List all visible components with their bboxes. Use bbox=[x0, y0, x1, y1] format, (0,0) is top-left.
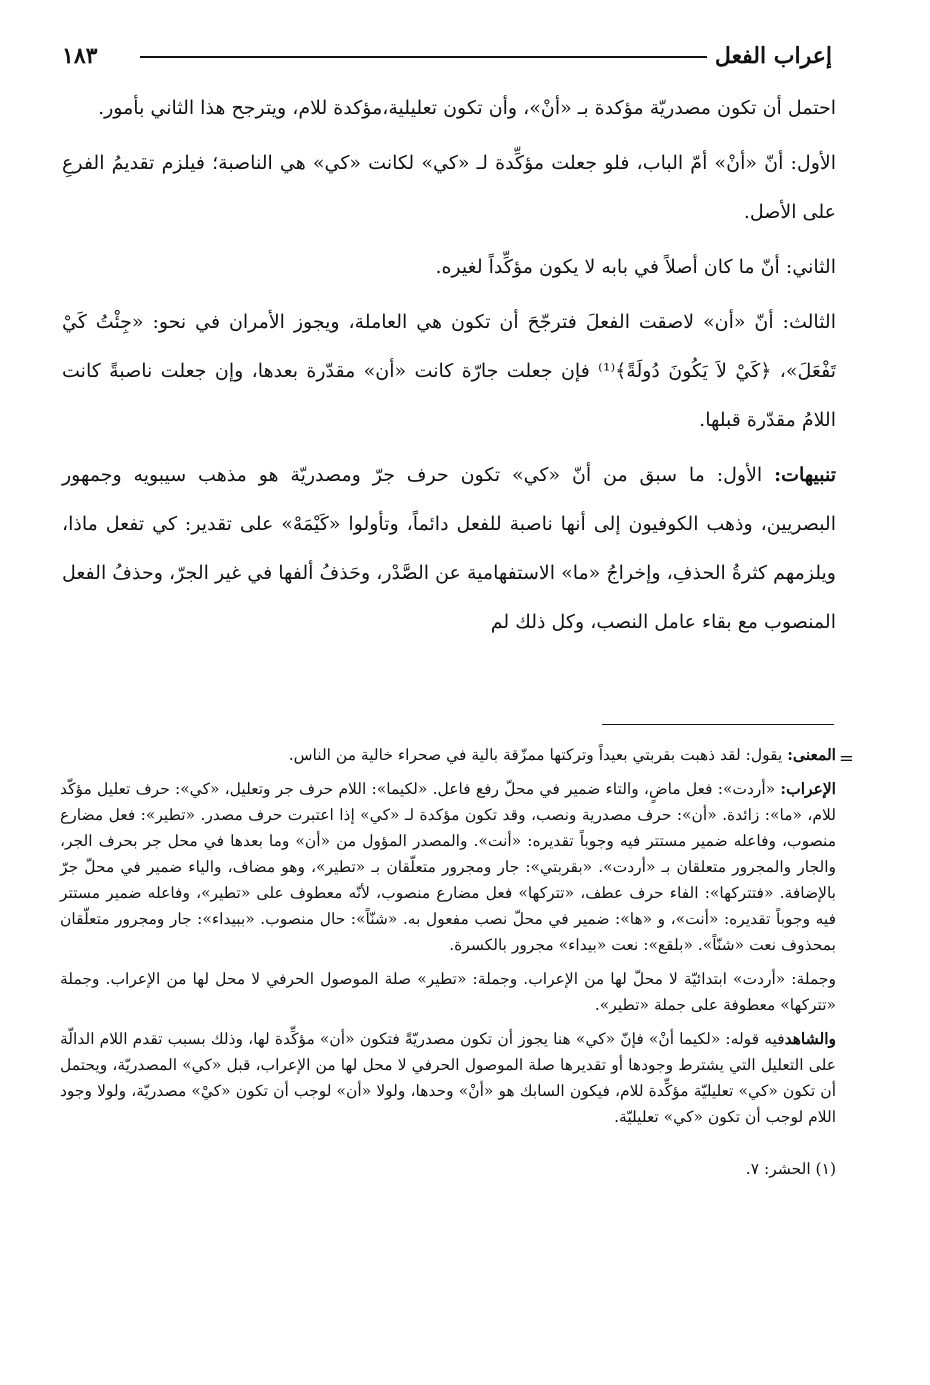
running-title: إعراب الفعل bbox=[707, 36, 832, 76]
irab-label: الإعراب: bbox=[780, 779, 836, 798]
notes-label: تنبيهات: bbox=[774, 464, 836, 486]
irab-text: «أردت»: فعل ماضٍ، والتاء ضمير في محلّ رفع فاعل. «لكيما»: اللام حرف جر وتعليل، «كي»: حرف تعليل مؤكّد للام، «ما»: زائدة. «أن»: حرف مصدرية ونصب، وقد تكون مؤكدة لـ «كي» إذا اعتبرت حرف مصدر. «تطير»: فعل مضارع منصوب، وفاعله ضمير مستتر فيه وجوباً تقديره: «أنت». والمصدر المؤول من «أن» وما بعدها في محل جر بحرف الجر، والجار والمجرور متعلقان بـ «أردت». «بقربتي»: جار ومجرور متعلّقان بـ «تطير»، وهو مضاف، والياء ضمير في محلّ جرّ بالإضافة. «فتتركها»: الفاء حرف عطف، «تتركها» فعل مضارع منصوب، لأنّه معطوف على «تطير»، وفاعله ضمير مستتر فيه وجوباً تقديره: «أنت»، و «ها»: ضمير في محلّ نصب مفعول به. «شنّاً»: حال منصوب. «ببيداء»: جار ومجرور متعلّقان بمحذوف نعت «شنّاً». «بلقع»: نعت «بيداء» مجرور بالكسرة. bbox=[60, 780, 836, 954]
paragraph-notes bbox=[62, 451, 836, 647]
page-number: ١٨٣ bbox=[62, 43, 98, 69]
continuation-mark: = bbox=[838, 748, 854, 769]
paragraph-intro: احتمل أن تكون مصدريّة مؤكدة بـ «أنْ»، وأن تكون تعليلية،مؤكدة للام، ويترجح هذا الثاني بأمور. bbox=[98, 97, 836, 119]
main-text bbox=[62, 84, 836, 653]
footnote-rule bbox=[602, 724, 834, 725]
footnotes bbox=[60, 742, 836, 1190]
shahid-text: فيه قوله: «لكيما أنْ» فإنّ «كي» هنا يجوز أن تكون مصدريّةً فتكون «أن» مؤكِّدة لها، وذلك بسبب تقدم اللام الدالّة على التعليل التي يشترط وجودها أو تقديرها صلة الموصول الحرفي لا محل لها من الإعراب، قبل «كي» المصدريّة، ويحتمل أن تكون «كي» تعليليّة مؤكِّدة للام، فيكون السابك هو «أنْ» وحدها، ولولا «أن» لوجب أن تكون «كيْ» مصدريّة، ولولا وجود اللام لوجب أن تكون «كي» تعليليّة. bbox=[60, 1030, 836, 1126]
note-jumla: وجملة: «أردت» ابتدائيّة لا محلّ لها من الإعراب. وجملة: «تطير» صلة الموصول الحرفي لا محل لها من الإعراب. وجملة «تتركها» معطوفة على جملة «تطير». bbox=[60, 970, 836, 1014]
shahid-label: والشاهد bbox=[784, 1029, 836, 1048]
footnote-1: (١) الحشر: ٧. bbox=[745, 1160, 836, 1178]
note-shahid bbox=[60, 1026, 836, 1130]
paragraph-second-reason: الثاني: أنّ ما كان أصلاً في بابه لا يكون مؤكِّداً لغيره. bbox=[435, 256, 836, 278]
note-irab bbox=[60, 776, 836, 958]
paragraph-first-reason: الأول: أنّ «أنْ» أمّ الباب، فلو جعلت مؤكِّدة لـ «كي» لكانت «كي» هي الناصبة؛ فيلزم تقديمُ الفرعِ على الأصل. bbox=[62, 152, 836, 223]
meaning-label: المعنى: bbox=[787, 745, 836, 764]
meaning-text: يقول: لقد ذهبت بقربتي بعيداً وتركتها ممزّقة بالية في صحراء خالية من الناس. bbox=[288, 746, 788, 764]
page-header bbox=[62, 36, 832, 76]
header-rule bbox=[140, 56, 714, 58]
note-meaning bbox=[60, 742, 836, 768]
paragraph-third-reason: الثالث: أنّ «أن» لاصقت الفعلَ فترجّحَ أن تكون هي العاملة، ويجوز الأمران في نحو: «جِئْتُ كَيْ تَفْعَلَ»، ﴿كَيْ لاَ يَكُونَ دُولَةً﴾⁽¹⁾ فإن جعلت جارّة كانت «أن» مقدّرة بعدها، وإن جعلت ناصبةً كانت اللامُ مقدّرة قبلها. bbox=[62, 311, 836, 431]
notes-text: الأول: ما سبق من أنّ «كي» تكون حرف جرّ ومصدريّة هو مذهب سيبويه وجمهور البصريين، وذهب الكوفيون إلى أنها ناصبة للفعل دائماً، وتأولوا «كَيْمَهْ» على تقدير: كي تفعل ماذا، ويلزمهم كثرةُ الحذفِ، وإخراجُ «ما» الاستفهامية عن الصَّدْر، وحَذفُ ألفها في غير الجرّ، وحذفُ الفعل المنصوب مع بقاء عامل النصب، وكل ذلك لم bbox=[62, 464, 836, 633]
